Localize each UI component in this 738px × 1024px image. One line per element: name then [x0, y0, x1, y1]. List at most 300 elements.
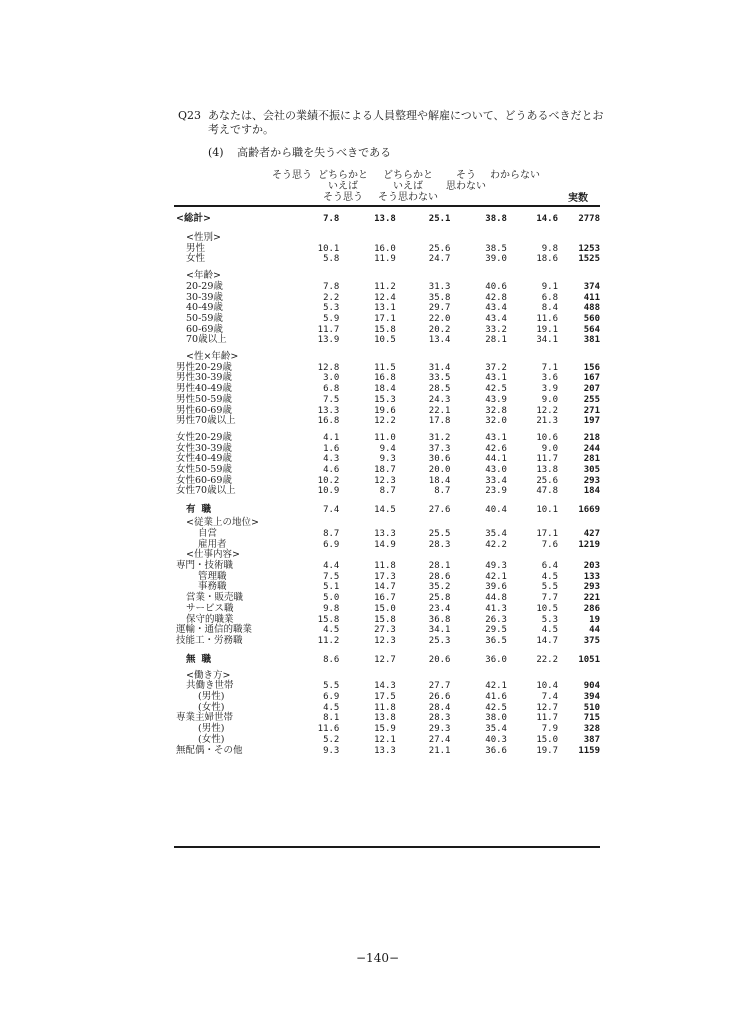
percent-cell: 31.4	[428, 362, 451, 373]
row-label: 雇用者	[198, 538, 227, 550]
percent-cell: 9.3	[379, 454, 396, 465]
table-row	[176, 454, 600, 465]
percent-cell: 12.1	[374, 734, 396, 745]
count-cell: 133	[583, 571, 600, 582]
percent-cell: 11.9	[374, 254, 396, 265]
percent-cell: 10.5	[536, 603, 558, 614]
percent-cell: 21.1	[428, 745, 451, 756]
percent-cell: 11.5	[374, 362, 396, 373]
row-label: 女性30-39歳	[176, 442, 232, 454]
count-cell: 255	[583, 394, 600, 405]
count-cell: 207	[583, 384, 600, 395]
count-cell: 167	[583, 373, 600, 384]
percent-cell: 19.6	[374, 405, 396, 416]
percent-cell: 25.6	[536, 475, 558, 486]
table-row	[176, 636, 600, 647]
row-label: 女性	[186, 253, 206, 265]
table-row	[176, 735, 600, 746]
percent-cell: 17.8	[428, 416, 451, 427]
percent-cell: 15.9	[374, 724, 396, 735]
count-cell: 510	[583, 702, 600, 713]
percent-cell: 18.4	[428, 475, 451, 486]
percent-cell: 18.7	[374, 465, 396, 476]
percent-cell: 14.9	[374, 539, 396, 550]
percent-cell: 5.5	[541, 582, 558, 593]
percent-cell: 10.1	[317, 243, 340, 254]
percent-cell: 43.4	[485, 303, 507, 314]
count-cell: 44	[589, 625, 600, 636]
percent-cell: 19.7	[536, 745, 558, 756]
percent-cell: 10.1	[536, 505, 558, 516]
percent-cell: 20.0	[428, 465, 451, 476]
row-label: 40-49歳	[186, 302, 223, 314]
count-cell: 184	[583, 486, 600, 497]
percent-cell: 22.1	[428, 405, 451, 416]
percent-cell: 6.9	[323, 539, 340, 550]
percent-cell: 10.6	[536, 432, 558, 443]
percent-cell: 11.0	[374, 432, 396, 443]
percent-cell: 17.3	[374, 571, 396, 582]
question-number: Q23	[178, 109, 202, 122]
percent-cell: 30.6	[428, 454, 451, 465]
percent-cell: 16.7	[374, 593, 396, 604]
percent-cell: 15.8	[374, 614, 396, 625]
count-cell: 387	[583, 734, 600, 745]
percent-cell: 4.1	[323, 432, 340, 443]
col-header-dont-know: わからない	[490, 170, 540, 181]
row-label: 保守的職業	[186, 613, 234, 625]
percent-cell: 12.7	[536, 702, 558, 713]
count-cell: 1159	[578, 745, 600, 756]
row-label: <働き方>	[186, 669, 231, 681]
percent-cell: 4.6	[323, 465, 340, 476]
row-label: 運輸・通信的職業	[176, 624, 253, 636]
table-row	[176, 293, 600, 304]
row-label: 男性50-59歳	[176, 393, 232, 405]
percent-cell: 24.7	[428, 254, 451, 265]
percent-cell: 25.5	[428, 528, 451, 539]
count-cell: 203	[583, 560, 600, 571]
percent-cell: 5.1	[323, 582, 340, 593]
group-heading-row	[176, 233, 600, 244]
row-label: 男性40-49歳	[176, 383, 232, 395]
percent-cell: 23.4	[428, 603, 451, 614]
percent-cell: 31.3	[428, 281, 451, 292]
percent-cell: 16.0	[374, 243, 396, 254]
count-cell: 1525	[578, 254, 600, 265]
group-heading-row	[176, 518, 600, 529]
row-label: 有職	[186, 504, 218, 516]
row-label: 60-69歳	[186, 323, 223, 335]
row-label: 50-59歳	[186, 312, 223, 324]
count-cell: 1669	[578, 505, 600, 516]
percent-cell: 29.3	[428, 724, 451, 735]
row-label: <従業上の地位>	[186, 517, 259, 529]
percent-cell: 17.1	[536, 528, 558, 539]
row-label: 事務職	[198, 581, 227, 593]
row-label: 30-39歳	[186, 291, 223, 303]
percent-cell: 21.3	[536, 416, 558, 427]
percent-cell: 13.8	[374, 213, 396, 224]
group-heading-row	[176, 271, 600, 282]
percent-cell: 13.4	[428, 335, 451, 346]
row-label: 無職	[186, 653, 218, 665]
table-row	[176, 713, 600, 724]
percent-cell: 36.5	[485, 635, 507, 646]
percent-cell: 12.3	[374, 475, 396, 486]
percent-cell: 41.6	[485, 692, 507, 703]
percent-cell: 34.1	[428, 625, 451, 636]
percent-cell: 10.4	[536, 681, 558, 692]
row-label: 男性30-39歳	[176, 372, 232, 384]
percent-cell: 14.7	[374, 582, 396, 593]
percent-cell: 7.4	[541, 692, 558, 703]
percent-cell: 9.8	[541, 243, 558, 254]
percent-cell: 42.1	[485, 571, 507, 582]
count-cell: 286	[583, 603, 600, 614]
table-row	[176, 476, 600, 487]
row-label: 女性20-29歳	[176, 431, 232, 443]
percent-cell: 39.6	[485, 582, 507, 593]
subquestion	[208, 144, 391, 160]
percent-cell: 14.5	[374, 505, 396, 516]
count-cell: 293	[583, 475, 600, 486]
percent-cell: 32.8	[485, 405, 507, 416]
table-row	[176, 746, 600, 757]
percent-cell: 28.5	[428, 384, 451, 395]
percent-cell: 35.2	[428, 582, 451, 593]
row-label: <総計>	[176, 212, 211, 224]
row-label: 専業主婦世帯	[176, 712, 234, 724]
percent-cell: 29.7	[428, 303, 451, 314]
percent-cell: 15.8	[317, 614, 340, 625]
percent-cell: 35.8	[428, 292, 451, 303]
count-cell: 19	[589, 614, 600, 625]
percent-cell: 16.8	[374, 373, 396, 384]
percent-cell: 35.4	[485, 528, 507, 539]
percent-cell: 15.8	[374, 324, 396, 335]
table-row	[176, 363, 600, 374]
count-cell: 374	[583, 281, 600, 292]
percent-cell: 40.3	[485, 734, 507, 745]
percent-cell: 5.5	[323, 681, 340, 692]
percent-cell: 38.5	[485, 243, 507, 254]
percent-cell: 8.6	[323, 654, 340, 665]
percent-cell: 37.2	[485, 362, 507, 373]
row-label: <仕事内容>	[186, 549, 240, 561]
percent-cell: 16.8	[317, 416, 340, 427]
percent-cell: 41.3	[485, 603, 507, 614]
count-cell: 2778	[578, 213, 600, 224]
percent-cell: 26.6	[428, 692, 451, 703]
percent-cell: 26.3	[485, 614, 507, 625]
col-header-count: 実数	[568, 193, 588, 204]
row-label: 女性70歳以上	[176, 485, 236, 497]
row-label: 専門・技術職	[176, 559, 234, 571]
percent-cell: 7.4	[323, 505, 340, 516]
table-row	[176, 465, 600, 476]
percent-cell: 13.8	[374, 713, 396, 724]
percent-cell: 29.5	[485, 625, 507, 636]
percent-cell: 9.3	[323, 745, 340, 756]
table-row	[176, 593, 600, 604]
percent-cell: 12.7	[374, 654, 396, 665]
percent-cell: 8.4	[541, 303, 558, 314]
count-cell: 1253	[578, 243, 600, 254]
row-label: 男性	[186, 242, 206, 254]
table-row	[176, 486, 600, 497]
percent-cell: 11.8	[374, 560, 396, 571]
percent-cell: 33.5	[428, 373, 451, 384]
table-row	[176, 335, 600, 346]
percent-cell: 28.3	[428, 539, 451, 550]
count-cell: 488	[583, 303, 600, 314]
col-header-somewhat-disagree: どちらかと いえば そう思わない	[378, 170, 438, 203]
percent-cell: 42.2	[485, 539, 507, 550]
percent-cell: 11.2	[374, 281, 396, 292]
row-label: <年齢>	[186, 270, 221, 282]
percent-cell: 33.2	[485, 324, 507, 335]
percent-cell: 5.2	[323, 734, 340, 745]
percent-cell: 11.7	[536, 454, 558, 465]
row-label: 自営	[198, 527, 218, 539]
percent-cell: 44.8	[485, 593, 507, 604]
percent-cell: 42.5	[485, 702, 507, 713]
percent-cell: 19.1	[536, 324, 558, 335]
table-row	[176, 314, 600, 325]
percent-cell: 12.3	[374, 635, 396, 646]
count-cell: 715	[583, 713, 600, 724]
percent-cell: 12.2	[536, 405, 558, 416]
percent-cell: 7.9	[541, 724, 558, 735]
percent-cell: 4.5	[323, 625, 340, 636]
percent-cell: 25.8	[428, 593, 451, 604]
percent-cell: 18.4	[374, 384, 396, 395]
percent-cell: 6.9	[323, 692, 340, 703]
table-row	[176, 529, 600, 540]
percent-cell: 37.3	[428, 443, 451, 454]
question-text: あなたは、会社の業績不振による人員整理や解雇について、どうあるべきだとお考えですか。	[208, 109, 604, 136]
percent-cell: 6.8	[541, 292, 558, 303]
row-label: 女性50-59歳	[176, 464, 232, 476]
percent-cell: 3.9	[541, 384, 558, 395]
percent-cell: 47.8	[536, 486, 558, 497]
results-table	[176, 211, 600, 756]
percent-cell: 11.8	[374, 702, 396, 713]
percent-cell: 35.4	[485, 724, 507, 735]
percent-cell: 10.2	[317, 475, 340, 486]
count-cell: 904	[583, 681, 600, 692]
percent-cell: 36.0	[485, 654, 507, 665]
count-cell: 375	[583, 635, 600, 646]
table-row	[176, 282, 600, 293]
row-label: <性×年齢>	[186, 351, 239, 363]
percent-cell: 5.3	[541, 614, 558, 625]
count-cell: 244	[583, 443, 600, 454]
group-heading-row	[176, 671, 600, 682]
percent-cell: 9.8	[323, 603, 340, 614]
percent-cell: 12.8	[317, 362, 340, 373]
table-row	[176, 325, 600, 336]
percent-cell: 11.7	[536, 713, 558, 724]
row-label: (女性)	[198, 701, 225, 713]
percent-cell: 3.0	[323, 373, 340, 384]
percent-cell: 43.0	[485, 465, 507, 476]
percent-cell: 11.7	[317, 324, 340, 335]
percent-cell: 4.5	[323, 702, 340, 713]
percent-cell: 7.7	[541, 593, 558, 604]
row-label: 男性60-69歳	[176, 404, 232, 416]
page-number: −140−	[356, 951, 400, 965]
percent-cell: 14.7	[536, 635, 558, 646]
percent-cell: 28.1	[428, 560, 451, 571]
percent-cell: 5.0	[323, 593, 340, 604]
group-heading-row	[176, 352, 600, 363]
percent-cell: 4.5	[541, 625, 558, 636]
percent-cell: 24.3	[428, 394, 451, 405]
count-cell: 197	[583, 416, 600, 427]
percent-cell: 12.4	[374, 292, 396, 303]
row-label: 女性40-49歳	[176, 453, 232, 465]
percent-cell: 13.9	[317, 335, 340, 346]
percent-cell: 27.6	[428, 505, 451, 516]
col-header-agree: そう思う	[272, 170, 312, 181]
table-row	[176, 703, 600, 714]
percent-cell: 7.8	[323, 213, 340, 224]
percent-cell: 31.2	[428, 432, 451, 443]
table-row	[176, 406, 600, 417]
percent-cell: 25.6	[428, 243, 451, 254]
percent-cell: 11.2	[317, 635, 340, 646]
count-cell: 1051	[578, 654, 600, 665]
percent-cell: 6.4	[541, 560, 558, 571]
percent-cell: 42.5	[485, 384, 507, 395]
count-cell: 218	[583, 432, 600, 443]
percent-cell: 8.1	[323, 713, 340, 724]
percent-cell: 13.3	[374, 745, 396, 756]
percent-cell: 28.6	[428, 571, 451, 582]
row-label: 女性60-69歳	[176, 474, 232, 486]
row-label: (女性)	[198, 733, 225, 745]
table-row	[176, 416, 600, 427]
percent-cell: 27.4	[428, 734, 451, 745]
percent-cell: 10.9	[317, 486, 340, 497]
percent-cell: 43.4	[485, 313, 507, 324]
row-label: 管理職	[198, 570, 227, 582]
percent-cell: 4.3	[323, 454, 340, 465]
count-cell: 394	[583, 692, 600, 703]
count-cell: 328	[583, 724, 600, 735]
percent-cell: 7.1	[541, 362, 558, 373]
percent-cell: 27.3	[374, 625, 396, 636]
percent-cell: 4.5	[541, 571, 558, 582]
group-heading-row	[176, 550, 600, 561]
percent-cell: 3.6	[541, 373, 558, 384]
percent-cell: 28.4	[428, 702, 451, 713]
row-label: 技能工・労務職	[176, 634, 243, 646]
table-row	[176, 653, 600, 668]
percent-cell: 33.4	[485, 475, 507, 486]
table-row	[176, 244, 600, 255]
percent-cell: 42.6	[485, 443, 507, 454]
percent-cell: 25.1	[428, 213, 451, 224]
row-label: (男性)	[198, 691, 225, 703]
percent-cell: 6.8	[323, 384, 340, 395]
percent-cell: 8.7	[323, 528, 340, 539]
percent-cell: 9.4	[379, 443, 396, 454]
percent-cell: 27.7	[428, 681, 451, 692]
percent-cell: 7.8	[323, 281, 340, 292]
table-row	[176, 692, 600, 703]
percent-cell: 40.6	[485, 281, 507, 292]
table-row	[176, 681, 600, 692]
percent-cell: 42.8	[485, 292, 507, 303]
table-row	[176, 604, 600, 615]
percent-cell: 22.2	[536, 654, 558, 665]
table-row	[176, 395, 600, 406]
percent-cell: 38.0	[485, 713, 507, 724]
count-cell: 271	[583, 405, 600, 416]
percent-cell: 15.3	[374, 394, 396, 405]
percent-cell: 15.0	[374, 603, 396, 614]
percent-cell: 34.1	[536, 335, 558, 346]
percent-cell: 9.0	[541, 394, 558, 405]
percent-cell: 15.0	[536, 734, 558, 745]
percent-cell: 11.6	[317, 724, 340, 735]
percent-cell: 9.0	[541, 443, 558, 454]
percent-cell: 36.6	[485, 745, 507, 756]
table-row	[176, 503, 600, 518]
row-label: <性別>	[186, 232, 221, 243]
row-label: 70歳以上	[186, 334, 227, 346]
col-header-somewhat-agree: どちらかと いえば そう思う	[318, 170, 368, 203]
percent-cell: 17.5	[374, 692, 396, 703]
percent-cell: 13.8	[536, 465, 558, 476]
percent-cell: 28.3	[428, 713, 451, 724]
row-label: 男性70歳以上	[176, 415, 236, 427]
percent-cell: 10.5	[374, 335, 396, 346]
count-cell: 281	[583, 454, 600, 465]
table-row	[176, 561, 600, 572]
table-top-rule	[174, 205, 600, 207]
row-label: サービス職	[186, 602, 234, 614]
percent-cell: 43.1	[485, 432, 507, 443]
percent-cell: 18.6	[536, 254, 558, 265]
percent-cell: 22.0	[428, 313, 451, 324]
subquestion-number: (4)	[208, 146, 224, 159]
percent-cell: 13.1	[374, 303, 396, 314]
row-label: 20-29歳	[186, 280, 223, 292]
row-label: (男性)	[198, 723, 225, 735]
percent-cell: 40.4	[485, 505, 507, 516]
table-bottom-rule	[174, 846, 600, 848]
percent-cell: 44.1	[485, 454, 507, 465]
percent-cell: 5.9	[323, 313, 340, 324]
percent-cell: 7.5	[323, 571, 340, 582]
table-row	[176, 303, 600, 314]
count-cell: 156	[583, 362, 600, 373]
count-cell: 381	[583, 335, 600, 346]
percent-cell: 5.8	[323, 254, 340, 265]
percent-cell: 49.3	[485, 560, 507, 571]
count-cell: 560	[583, 313, 600, 324]
row-label: 共働き世帯	[186, 680, 234, 692]
percent-cell: 11.6	[536, 313, 558, 324]
percent-cell: 23.9	[485, 486, 507, 497]
subquestion-text: 高齢者から職を失うべきである	[237, 146, 392, 159]
count-cell: 221	[583, 593, 600, 604]
percent-cell: 39.0	[485, 254, 507, 265]
